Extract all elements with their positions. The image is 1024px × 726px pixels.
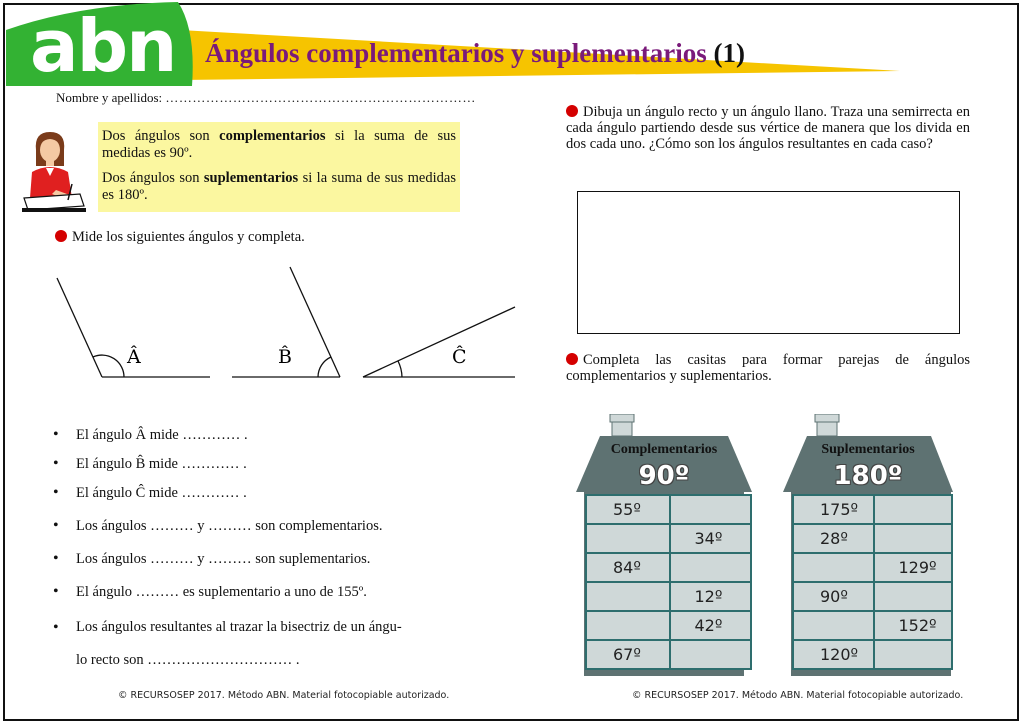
cell[interactable]: 129º bbox=[874, 553, 953, 582]
def-supplementary: Dos ángulos son suplementarios si la suma de sus medidas es 180º. bbox=[102, 170, 456, 203]
house-comp-total: 90º bbox=[638, 461, 690, 491]
house-supl-total: 180º bbox=[833, 461, 903, 491]
cell[interactable]: 90º bbox=[793, 582, 874, 611]
statements-list bbox=[53, 425, 402, 677]
house-supl-grid bbox=[792, 494, 953, 670]
task-measure-text: Mide los siguientes ángulos y completa. bbox=[72, 229, 305, 245]
definitions-box bbox=[98, 122, 460, 212]
red-bullet-icon bbox=[566, 353, 578, 365]
cell[interactable] bbox=[874, 495, 953, 524]
abn-logo: abn bbox=[30, 4, 176, 88]
cell[interactable] bbox=[793, 611, 874, 640]
footer-left: © RECURSOSEP 2017. Método ABN. Material fotocopiable autorizado. bbox=[118, 690, 450, 701]
cell[interactable]: 55º bbox=[586, 495, 670, 524]
cell[interactable]: 175º bbox=[793, 495, 874, 524]
title-text: Ángulos complementarios y suplementarios bbox=[205, 38, 707, 68]
cell[interactable]: 120º bbox=[793, 640, 874, 669]
list-item[interactable]: • El ángulo Â mide ………… . bbox=[53, 425, 402, 454]
cell[interactable] bbox=[874, 640, 953, 669]
house-complementary bbox=[576, 414, 752, 676]
name-label: Nombre y apellidos: bbox=[56, 90, 163, 105]
teacher-writing-icon bbox=[22, 128, 86, 216]
cell[interactable] bbox=[586, 524, 670, 553]
drawing-area[interactable] bbox=[577, 191, 960, 334]
cell[interactable]: 152º bbox=[874, 611, 953, 640]
task-draw-text: Dibuja un ángulo recto y un ángulo llano. Traza una semirrecta en cada ángulo partiendo desde sus vértice de manera que los divida en dos cada uno. ¿Cómo son los ángulos resultantes en cada caso? bbox=[566, 104, 970, 152]
task-measure bbox=[55, 229, 305, 246]
cell[interactable]: 12º bbox=[670, 582, 752, 611]
list-item[interactable]: • Los ángulos ……… y ……… son complementarios. bbox=[53, 516, 402, 545]
cell[interactable] bbox=[874, 582, 953, 611]
cell[interactable] bbox=[793, 553, 874, 582]
red-bullet-icon bbox=[566, 105, 578, 117]
list-item[interactable]: • Los ángulos ……… y ……… son suplementarios. bbox=[53, 549, 402, 578]
def-complementary: Dos ángulos son complementarios si la suma de sus medidas es 90º. bbox=[102, 128, 456, 161]
cell[interactable]: 28º bbox=[793, 524, 874, 553]
title-number: (1) bbox=[713, 38, 745, 68]
house-supl-label: Suplementarios bbox=[821, 442, 915, 457]
name-field[interactable] bbox=[56, 90, 476, 106]
list-item[interactable]: • El ángulo ……… es suplementario a uno de 155º. bbox=[53, 582, 402, 611]
list-item[interactable]: • Los ángulos resultantes al trazar la bisectriz de un ángu- lo recto son ………………………… . bbox=[53, 611, 402, 677]
cell[interactable] bbox=[670, 495, 752, 524]
angle-a-label: Â bbox=[127, 346, 141, 368]
name-dots: …………………………………………………………… bbox=[165, 90, 476, 105]
footer-right: © RECURSOSEP 2017. Método ABN. Material fotocopiable autorizado. bbox=[632, 690, 964, 701]
cell[interactable]: 34º bbox=[670, 524, 752, 553]
angle-b-label: B̂ bbox=[278, 346, 292, 368]
page-title bbox=[205, 38, 745, 69]
house-supplementary bbox=[783, 414, 953, 676]
task-draw bbox=[566, 104, 970, 152]
angle-c bbox=[363, 307, 515, 377]
cell[interactable]: 42º bbox=[670, 611, 752, 640]
house-comp-grid bbox=[585, 494, 752, 670]
cell[interactable]: 84º bbox=[586, 553, 670, 582]
cell[interactable] bbox=[874, 524, 953, 553]
cell[interactable] bbox=[586, 611, 670, 640]
list-item[interactable]: • El ángulo B̂ mide ………… . bbox=[53, 454, 402, 483]
red-bullet-icon bbox=[55, 230, 67, 242]
angles-figure bbox=[0, 255, 540, 390]
cell[interactable] bbox=[670, 553, 752, 582]
cell[interactable] bbox=[586, 582, 670, 611]
list-item[interactable]: • El ángulo Ĉ mide ………… . bbox=[53, 483, 402, 512]
angle-c-label: Ĉ bbox=[452, 346, 467, 368]
cell[interactable] bbox=[670, 640, 752, 669]
cell[interactable]: 67º bbox=[586, 640, 670, 669]
task-houses-text: Completa las casitas para formar parejas de ángulos complementarios y suplementarios. bbox=[566, 352, 970, 384]
house-comp-label: Complementarios bbox=[610, 442, 718, 457]
task-houses bbox=[566, 352, 970, 384]
